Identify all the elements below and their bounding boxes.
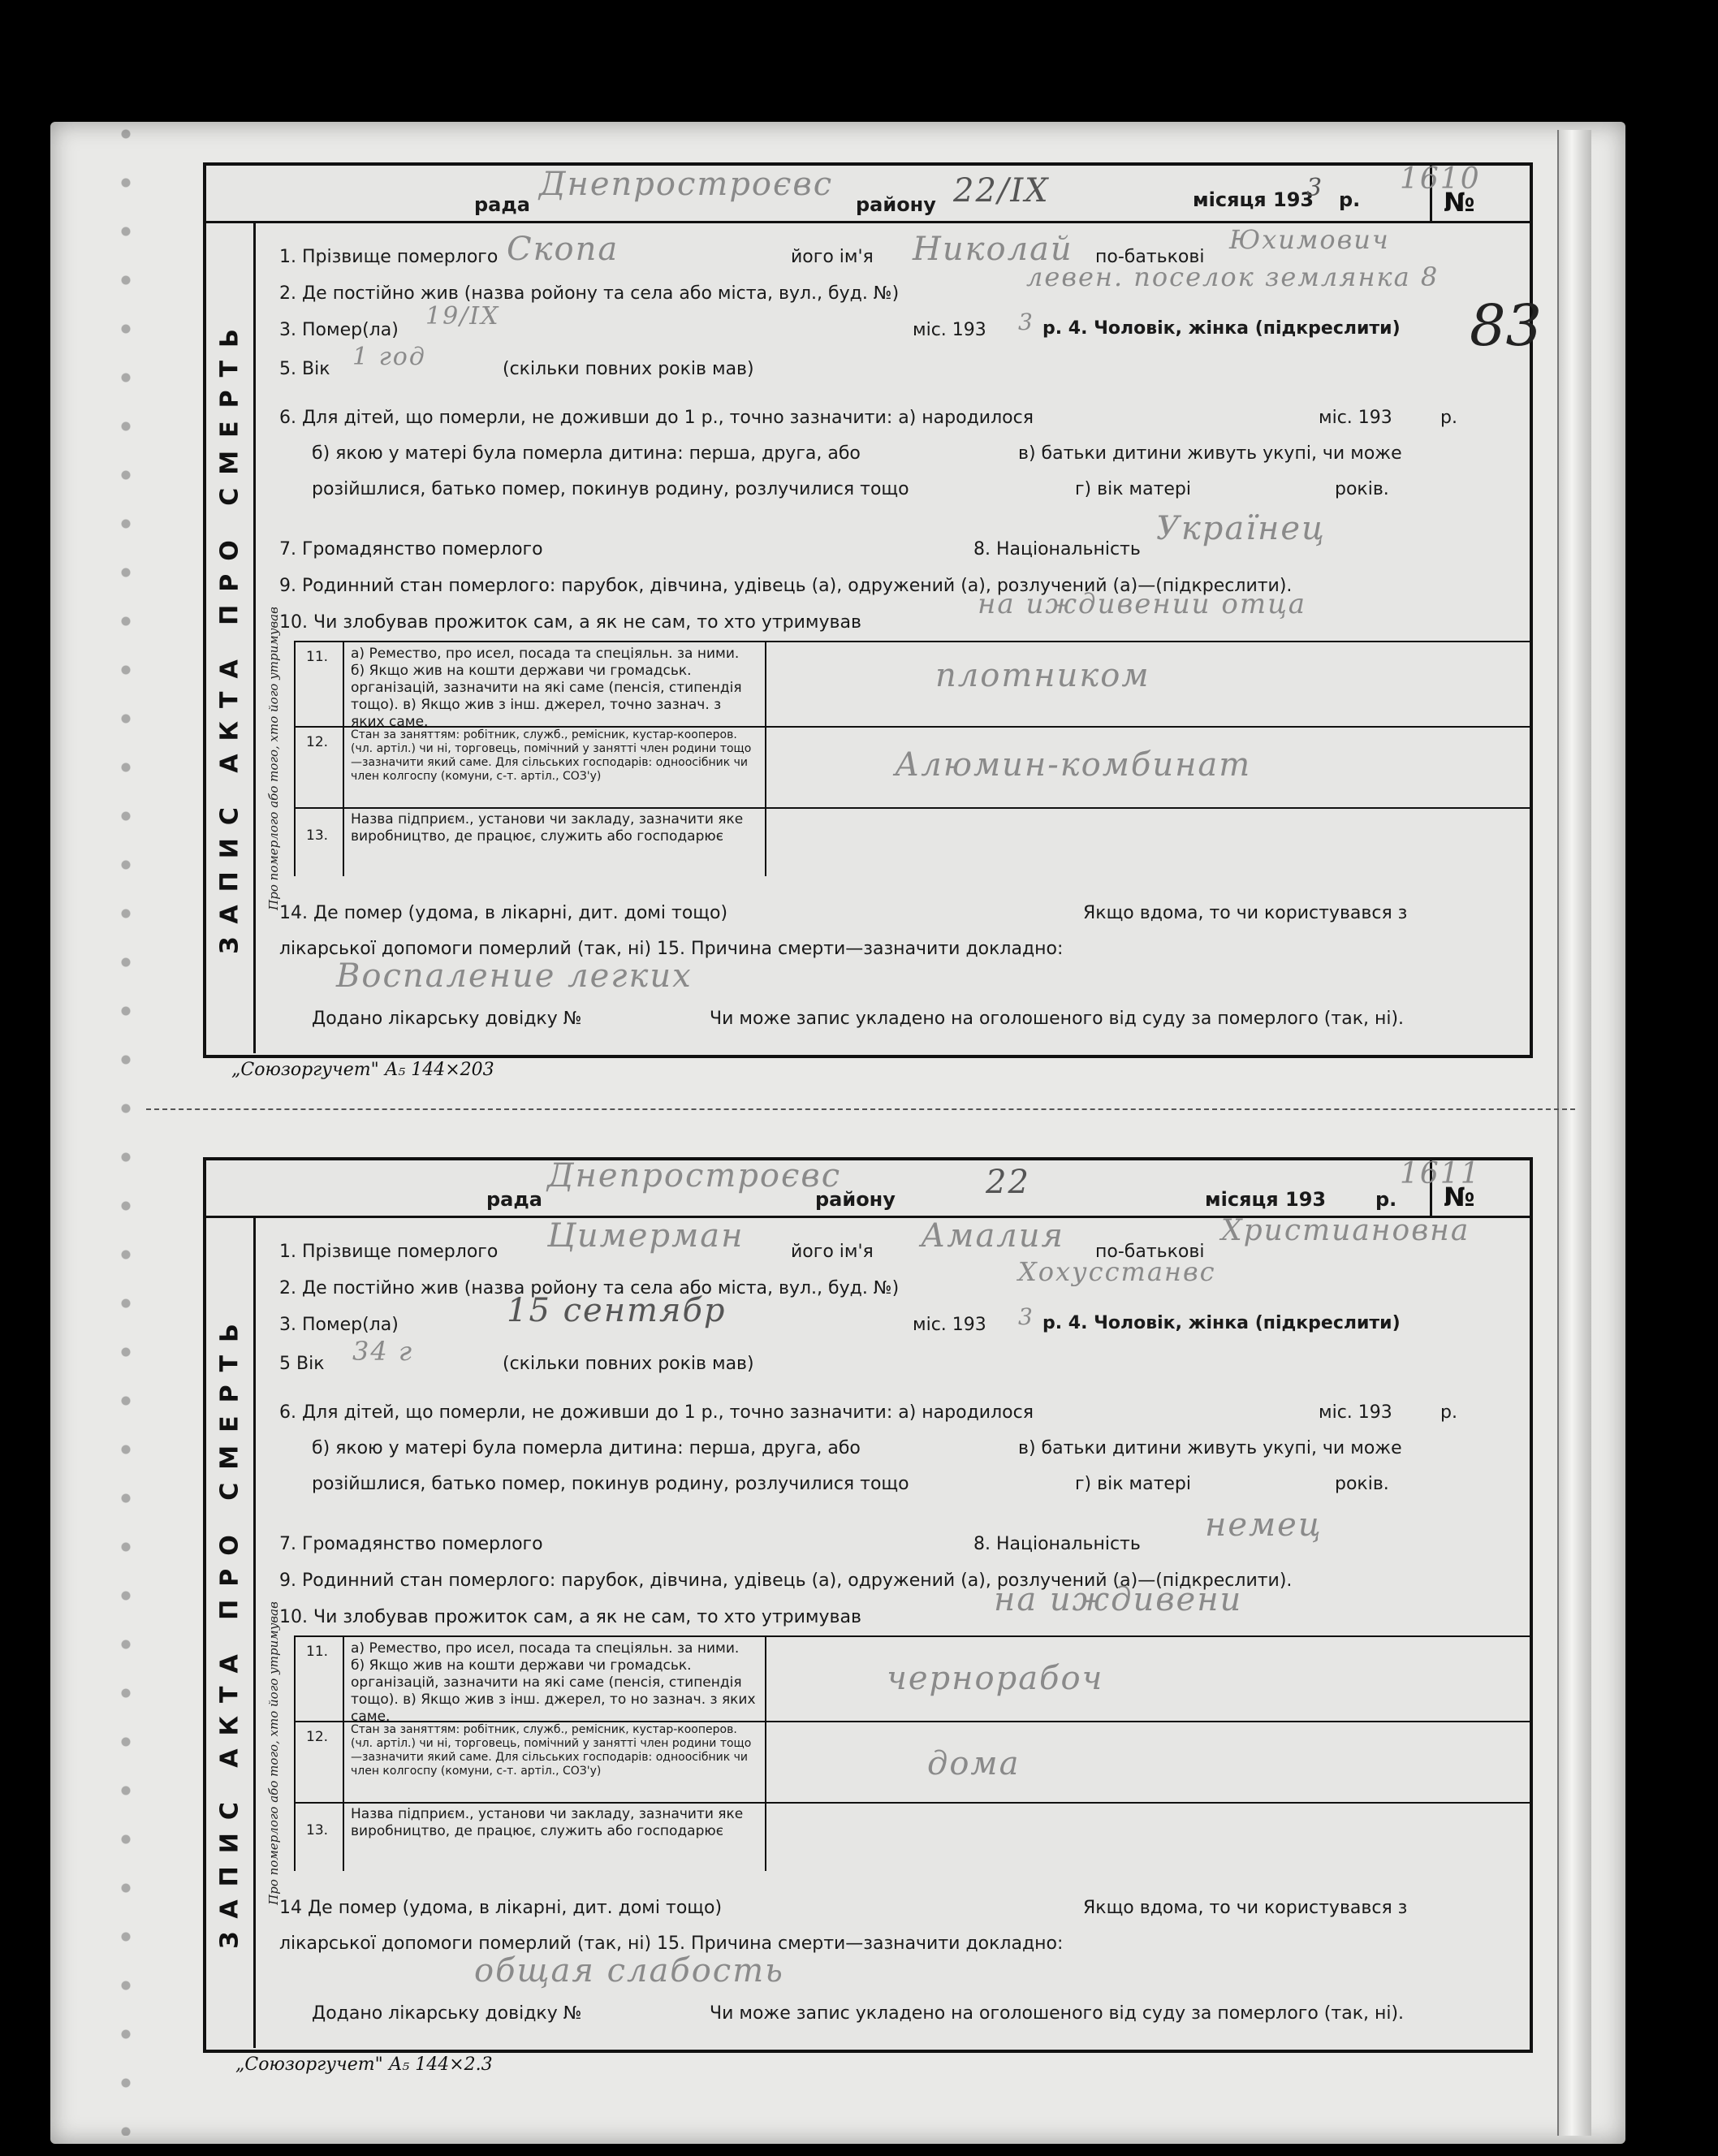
form-1-footer: „Союзоргучет" А₅ 144×203 <box>231 1060 494 1080</box>
rada-value: Днепростроєвс <box>539 166 834 203</box>
certificate-label: Додано лікарську довідку № <box>312 2003 582 2024</box>
rada-value: Днепростроєвс <box>547 1157 842 1195</box>
year-value: 3 <box>1306 174 1324 202</box>
address-value: Хохусстанвс <box>1018 1256 1216 1287</box>
nationality-value: немец <box>1205 1506 1323 1544</box>
rada-label: рада <box>474 193 530 216</box>
row-11-value: чернорабоч <box>887 1660 1104 1697</box>
place-of-death-label: 14 Де помер (удома, в лікарні, дит. домі тощо) <box>279 1898 723 1918</box>
certificate-label: Додано лікарську довідку № <box>312 1009 582 1029</box>
years-label: років. <box>1335 479 1389 499</box>
citizenship-label: 7. Громадянство померлого <box>279 1534 543 1554</box>
gender-label: р. 4. Чоловік, жінка (підкреслити) <box>1042 318 1401 339</box>
support-value: на иждивени <box>994 1581 1243 1618</box>
name-label: його ім'я <box>791 1242 874 1262</box>
nationality-value: Українец <box>1156 510 1326 547</box>
address-label: 2. Де постійно жив (назва ройону та села або міста, вул., буд. №) <box>279 1278 900 1298</box>
years-label: років. <box>1335 1474 1389 1494</box>
death-year-value: 3 <box>1018 309 1034 335</box>
row-11-text: а) Ремество, про исел, посада та спеціяльн. за ними. б) Якщо жив на кошти держави чи громадськ. організацій, зазначити на які саме (пенсія, стипендія тощо). в) Якщо жив з інш. джерел, то но зазнач. з яких саме. <box>351 1640 756 1725</box>
date-value: 22/IX <box>953 172 1050 210</box>
parents-status-label: розійшлися, батько помер, покинув родину, розлучилися тощо <box>312 1474 909 1494</box>
cut-line <box>146 1108 1575 1110</box>
age-note: (скільки повних років мав) <box>503 1354 754 1374</box>
margin-number: 83 <box>1470 292 1543 359</box>
support-value: на иждивении отца <box>978 588 1307 620</box>
gender-label: р. 4. Чоловік, жінка (підкреслити) <box>1042 1313 1401 1333</box>
death-date-value: 15 сентябр <box>507 1292 727 1329</box>
patronymic-value: Христиановна <box>1221 1214 1470 1247</box>
side-title-panel <box>206 221 256 1053</box>
side-title: ЗАПИС АКТА ПРО СМЕРТЬ <box>215 1311 244 1949</box>
month-label: місяця 193 <box>1205 1188 1327 1211</box>
mother-age-label: г) вік матері <box>1075 479 1191 499</box>
row-13-number: 13. <box>306 827 329 844</box>
row-11-text: а) Ремество, про исел, посада та спеціяльн. за ними. б) Якщо жив на кошти держави чи громадськ. організацій, зазначити на які саме (пенсія, стипендія тощо). в) Якщо жив з інш. джерел, точно зазнач. з яких саме. <box>351 646 742 730</box>
form-2-footer: „Союзоргучет" А₅ 144×2.3 <box>235 2054 493 2075</box>
age-value: 34 г <box>352 1336 414 1367</box>
date-value: 22 <box>986 1164 1030 1201</box>
age-label: 5 Вік <box>279 1354 325 1374</box>
marital-label: 9. Родинний стан померлого: парубок, дівчина, удівець (а), одружений (а), розлучений (а)—(підкреслити). <box>279 1571 1293 1591</box>
row-13-text: Назва підприєм., установи чи закладу, зазначити яке виробництво, де працює, служить або господарює <box>351 1806 744 1839</box>
surname-value: Цимерман <box>547 1217 745 1255</box>
surname-label: 1. Прізвище померлого <box>279 247 499 267</box>
side-title: ЗАПИС АКТА ПРО СМЕРТЬ <box>215 316 244 954</box>
page-edge <box>1557 130 1591 2136</box>
row-12-value: дома <box>927 1745 1021 1782</box>
record-number-box <box>1400 162 1530 221</box>
number-sign: № <box>1444 187 1475 218</box>
death-month-label: міс. 193 <box>913 320 986 340</box>
child-birth-label: 6. Для дітей, що померли, не доживши до 1 р., точно зазначити: а) народилося <box>279 408 1034 428</box>
child-birth-month: міс. 193 <box>1319 408 1392 428</box>
form-header <box>206 1157 1530 1218</box>
month-label: місяця 193 <box>1193 188 1314 211</box>
row-divider <box>294 1802 1530 1804</box>
occupation-side-label: Про померлого або того, хто його утримував <box>266 607 281 910</box>
row-12-text: Стан за заняттям: робітник, служб., ремісник, кустар-кооперов. (чл. артіл.) чи ні, торговець, помічний у занятті член родини тощо—зазначити який саме. Для сільських господарів: одноосібник чи член колгоспу (комуни, с-т. артіл., СОЗ'у) <box>351 728 752 783</box>
citizenship-label: 7. Громадянство померлого <box>279 539 543 560</box>
death-record-form-1 <box>203 162 1533 1058</box>
row-12-number: 12. <box>306 734 329 750</box>
rayon-label: району <box>815 1188 896 1211</box>
parents-status-label: розійшлися, батько помер, покинув родину, розлучилися тощо <box>312 479 909 499</box>
name-value: Амалия <box>921 1217 1065 1255</box>
child-birth-r: р. <box>1440 1402 1457 1423</box>
row-11-number: 11. <box>306 649 329 665</box>
name-value: Николай <box>913 231 1073 268</box>
row-12-text: Стан за заняттям: робітник, служб., ремісник, кустар-кооперов. (чл. артіл.) чи ні, торговець, помічний у занятті член родини тощо—зазначити який саме. Для сільських господарів: одноосібник чи член колгоспу (комуни, с-т. артіл., СОЗ'у) <box>351 1723 752 1778</box>
patronymic-label: по-батькові <box>1095 1242 1205 1262</box>
r-label: р. <box>1339 188 1361 211</box>
age-label: 5. Вік <box>279 359 330 379</box>
surname-label: 1. Прізвище померлого <box>279 1242 499 1262</box>
rayon-label: району <box>856 193 936 216</box>
occupation-side <box>253 607 296 910</box>
death-month-label: міс. 193 <box>913 1315 986 1335</box>
mother-age-label: г) вік матері <box>1075 1474 1191 1494</box>
side-title-panel <box>206 1216 256 2048</box>
home-care-label: Якщо вдома, то чи користувався з <box>1083 1898 1408 1918</box>
patronymic-label: по-батькові <box>1095 247 1205 267</box>
parents-label: в) батьки дитини живуть укупі, чи може <box>1018 1438 1402 1458</box>
number-sign: № <box>1444 1182 1475 1212</box>
record-number: 1610 <box>1400 162 1481 196</box>
nationality-label: 8. Національність <box>973 539 1141 560</box>
row-11-number: 11. <box>306 1644 329 1660</box>
cause-value: общая слабость <box>474 1952 784 1990</box>
row-13-text: Назва підприєм., установи чи закладу, зазначити яке виробництво, де працює, служить або господарює <box>351 811 744 845</box>
nationality-label: 8. Національність <box>973 1534 1141 1554</box>
death-label: 3. Помер(ла) <box>279 1315 399 1335</box>
form-header <box>206 162 1530 223</box>
death-date-value: 19/IX <box>425 302 500 331</box>
row-12-number: 12. <box>306 1729 329 1745</box>
patronymic-value: Юхимович <box>1229 224 1390 255</box>
cause-label: лікарської допомоги померлий (так, ні) 15. Причина смерти—зазначити докладно: <box>279 1933 1064 1954</box>
place-of-death-label: 14. Де помер (удома, в лікарні, дит. домі тощо) <box>279 903 728 923</box>
cause-label: лікарської допомоги померлий (так, ні) 15. Причина смерти—зазначити докладно: <box>279 939 1064 959</box>
address-label: 2. Де постійно жив (назва ройону та села або міста, вул., буд. №) <box>279 283 900 304</box>
row-divider <box>294 807 1530 809</box>
surname-value: Скопа <box>507 231 619 268</box>
support-label: 10. Чи злобував прожиток сам, а як не сам, то хто утримував <box>279 1607 861 1627</box>
death-year-value: 3 <box>1018 1303 1034 1330</box>
occupation-side <box>253 1601 296 1905</box>
address-value: левен. поселок землянка 8 <box>1026 261 1440 292</box>
child-order-label: б) якою у матері була померла дитина: перша, друга, або <box>312 1438 861 1458</box>
record-number-box <box>1400 1157 1530 1216</box>
rada-label: рада <box>486 1188 542 1211</box>
marital-label: 9. Родинний стан померлого: парубок, дівчина, удівець (а), одружений (а), розлучений (а)—(підкреслити). <box>279 576 1293 596</box>
court-label: Чи може запис укладено на оголошеного від суду за померлого (так, ні). <box>710 2003 1405 2024</box>
court-label: Чи може запис укладено на оголошеного від суду за померлого (так, ні). <box>710 1009 1405 1029</box>
name-label: його ім'я <box>791 247 874 267</box>
record-number: 1611 <box>1400 1157 1481 1190</box>
cause-value: Воспаление легких <box>336 957 693 995</box>
age-value: 1 год <box>352 343 426 371</box>
row-divider <box>294 1635 1530 1637</box>
parents-label: в) батьки дитини живуть укупі, чи може <box>1018 443 1402 464</box>
child-order-label: б) якою у матері була померла дитина: перша, друга, або <box>312 443 861 464</box>
occupation-side-label: Про померлого або того, хто його утримував <box>266 1601 281 1905</box>
support-label: 10. Чи злобував прожиток сам, а як не сам, то хто утримував <box>279 612 861 633</box>
row-13-number: 13. <box>306 1822 329 1838</box>
child-birth-label: 6. Для дітей, що померли, не доживши до 1 р., точно зазначити: а) народилося <box>279 1402 1034 1423</box>
home-care-label: Якщо вдома, то чи користувався з <box>1083 903 1408 923</box>
binding-holes <box>114 122 138 2136</box>
child-birth-month: міс. 193 <box>1319 1402 1392 1423</box>
death-record-form-2 <box>203 1157 1533 2053</box>
row-divider <box>294 641 1530 642</box>
death-label: 3. Помер(ла) <box>279 320 399 340</box>
r-label: р. <box>1375 1188 1397 1211</box>
row-12-value: Алюмин-комбинат <box>895 746 1252 784</box>
row-11-value: плотником <box>935 657 1150 694</box>
child-birth-r: р. <box>1440 408 1457 428</box>
age-note: (скільки повних років мав) <box>503 359 754 379</box>
